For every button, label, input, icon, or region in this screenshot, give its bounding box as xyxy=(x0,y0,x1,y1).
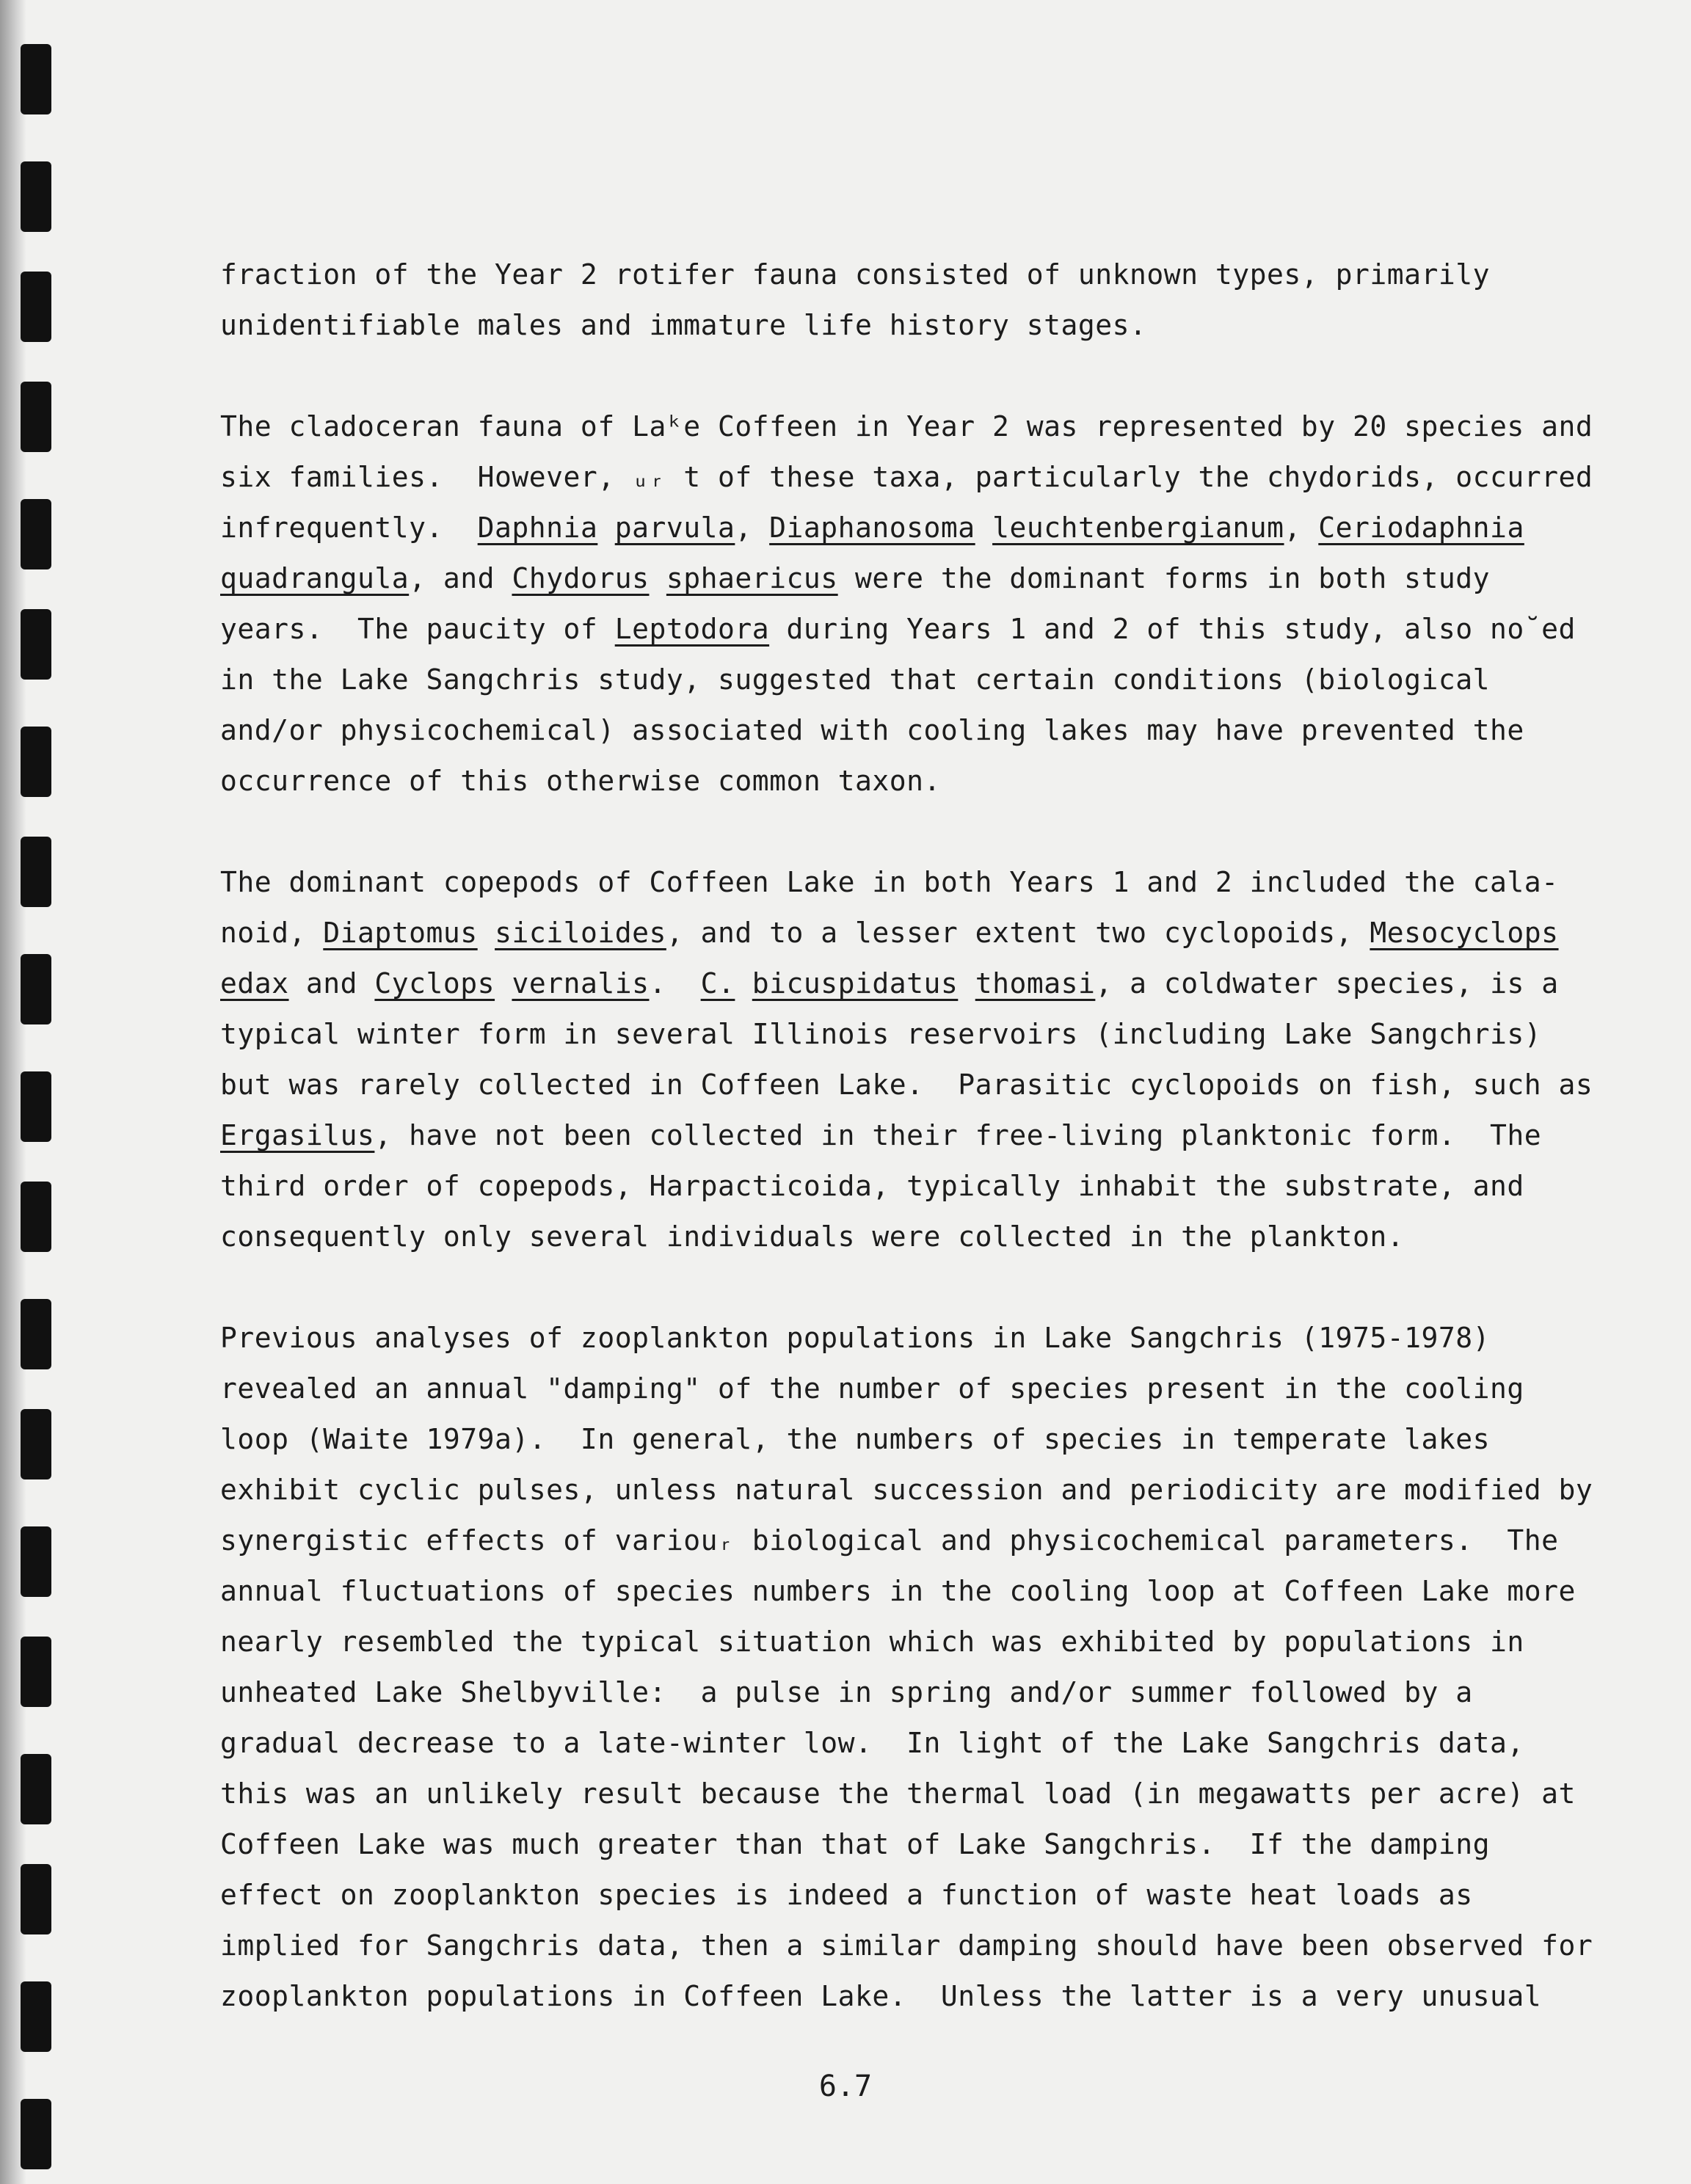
text-run: consequently only several individuals were collected in the plankton. xyxy=(220,1220,1405,1253)
text-line xyxy=(220,1819,1600,1870)
text-run: , xyxy=(735,512,770,544)
taxon-name: bicuspidatus xyxy=(752,967,959,1000)
taxon-name: Cyclops xyxy=(374,967,495,1000)
text-run: gradual decrease to a late-winter low. In light of the Lake Sangchris data, xyxy=(220,1727,1524,1759)
text-line xyxy=(220,1212,1600,1262)
text-run xyxy=(495,967,512,1000)
text-line xyxy=(220,958,1600,1009)
text-line xyxy=(220,857,1600,908)
text-line xyxy=(220,1667,1600,1718)
text-run: years. The paucity of xyxy=(220,613,615,645)
text-line xyxy=(220,401,1600,452)
text-line xyxy=(220,1566,1600,1617)
text-run: this was an unlikely result because the thermal load (in megawatts per acre) at xyxy=(220,1777,1576,1810)
taxon-name: Mesocyclops xyxy=(1370,917,1559,949)
text-run: during Years 1 and 2 of this study, also no˘ed xyxy=(769,613,1576,645)
text-run: six families. However, ᵤᵣ t of these taxa, particularly the chydorids, occurred xyxy=(220,461,1593,493)
text-run: The dominant copepods of Coffeen Lake in both Years 1 and 2 included the cala- xyxy=(220,866,1559,898)
text-line xyxy=(220,300,1600,351)
binder-hole-mark xyxy=(21,727,51,797)
text-line xyxy=(220,1718,1600,1769)
text-line xyxy=(220,1515,1600,1566)
taxon-name: Leptodora xyxy=(614,613,770,645)
text-line xyxy=(220,908,1600,958)
text-line xyxy=(220,756,1600,807)
binder-hole-mark xyxy=(21,1637,51,1707)
text-line xyxy=(220,553,1600,604)
binder-hole-mark xyxy=(21,2099,51,2169)
text-line xyxy=(220,1161,1600,1212)
paragraph xyxy=(220,401,1600,807)
document-body xyxy=(220,250,1600,2072)
text-run: unidentifiable males and immature life history stages. xyxy=(220,309,1147,341)
text-run: third order of copepods, Harpacticoida, typically inhabit the substrate, and xyxy=(220,1170,1524,1202)
text-line xyxy=(220,655,1600,705)
taxon-name: Ergasilus xyxy=(220,1119,375,1151)
text-run xyxy=(597,512,614,544)
text-run: annual fluctuations of species numbers in the cooling loop at Coffeen Lake more xyxy=(220,1575,1576,1607)
text-run: , and to a lesser extent two cyclopoids, xyxy=(666,917,1370,949)
text-line xyxy=(220,1110,1600,1161)
text-run: , a coldwater species, is a xyxy=(1095,967,1559,1000)
text-run: infrequently. xyxy=(220,512,478,544)
text-run: revealed an annual "damping" of the number of species present in the cooling xyxy=(220,1372,1524,1405)
text-line xyxy=(220,503,1600,553)
text-run: , and xyxy=(409,562,512,594)
text-run: synergistic effects of variouᵣ biological and physicochemical parameters. The xyxy=(220,1524,1559,1557)
text-line xyxy=(220,1870,1600,1921)
text-run: , have not been collected in their free-living planktonic form. The xyxy=(374,1119,1542,1151)
binder-hole-mark xyxy=(21,1409,51,1479)
text-line xyxy=(220,1414,1600,1465)
text-line xyxy=(220,604,1600,655)
text-line xyxy=(220,1364,1600,1414)
text-run: exhibit cyclic pulses, unless natural succession and periodicity are modified by xyxy=(220,1474,1593,1506)
binder-hole-mark xyxy=(21,1299,51,1369)
binder-hole-mark xyxy=(21,1526,51,1597)
taxon-name: leuchtenbergianum xyxy=(992,512,1284,544)
text-run: effect on zooplankton species is indeed a function of waste heat loads as xyxy=(220,1879,1473,1911)
text-run: , xyxy=(1284,512,1319,544)
text-line xyxy=(220,1617,1600,1667)
taxon-name: siciloides xyxy=(495,917,666,949)
text-run: zooplankton populations in Coffeen Lake. Unless the latter is a very unusual xyxy=(220,1980,1542,2012)
text-line xyxy=(220,705,1600,756)
taxon-name: quadrangula xyxy=(220,562,410,594)
text-line xyxy=(220,1009,1600,1060)
text-run: Previous analyses of zooplankton populations in Lake Sangchris (1975-1978) xyxy=(220,1322,1490,1354)
text-run: fraction of the Year 2 rotifer fauna consisted of unknown types, primarily xyxy=(220,258,1490,291)
taxon-name: Diaphanosoma xyxy=(769,512,975,544)
binder-hole-mark xyxy=(21,272,51,342)
binder-hole-mark xyxy=(21,1981,51,2052)
text-line xyxy=(220,1060,1600,1110)
taxon-name: parvula xyxy=(614,512,735,544)
text-run: implied for Sangchris data, then a similar damping should have been observed for xyxy=(220,1929,1593,1962)
text-line xyxy=(220,1313,1600,1364)
binder-hole-mark xyxy=(21,837,51,907)
binder-hole-mark xyxy=(21,609,51,680)
text-run: and xyxy=(288,967,375,1000)
binder-hole-mark xyxy=(21,1182,51,1252)
binder-hole-mark xyxy=(21,499,51,569)
binder-hole-mark xyxy=(21,954,51,1024)
taxon-name: Ceriodaphnia xyxy=(1318,512,1524,544)
taxon-name: vernalis xyxy=(512,967,650,1000)
text-line xyxy=(220,1769,1600,1819)
text-line xyxy=(220,1971,1600,2022)
taxon-name: Daphnia xyxy=(477,512,598,544)
paragraph xyxy=(220,1313,1600,2022)
text-run xyxy=(958,967,975,1000)
paragraph xyxy=(220,250,1600,351)
text-run: in the Lake Sangchris study, suggested that certain conditions (biological xyxy=(220,663,1490,696)
text-run: but was rarely collected in Coffeen Lake. Parasitic cyclopoids on fish, such as xyxy=(220,1069,1593,1101)
binder-hole-mark xyxy=(21,1864,51,1934)
text-run xyxy=(975,512,992,544)
text-run: . xyxy=(649,967,701,1000)
taxon-name: sphaericus xyxy=(666,562,838,594)
binder-hole-mark xyxy=(21,44,51,114)
binder-hole-mark xyxy=(21,161,51,232)
text-line xyxy=(220,1921,1600,1971)
text-run: unheated Lake Shelbyville: a pulse in spring and/or summer followed by a xyxy=(220,1676,1473,1708)
text-run: nearly resembled the typical situation which was exhibited by populations in xyxy=(220,1626,1524,1658)
text-line xyxy=(220,452,1600,503)
text-run: and/or physicochemical) associated with cooling lakes may have prevented the xyxy=(220,714,1524,746)
text-run: The cladoceran fauna of Laᵏe Coffeen in Year 2 was represented by 20 species and xyxy=(220,410,1593,443)
page-number: 6.7 xyxy=(818,2070,873,2103)
taxon-name: Diaptomus xyxy=(323,917,478,949)
text-run: Coffeen Lake was much greater than that of Lake Sangchris. If the damping xyxy=(220,1828,1490,1860)
taxon-name: edax xyxy=(220,967,289,1000)
text-line xyxy=(220,250,1600,300)
text-run: typical winter form in several Illinois reservoirs (including Lake Sangchris) xyxy=(220,1018,1542,1050)
paragraph xyxy=(220,857,1600,1262)
text-line xyxy=(220,1465,1600,1515)
text-run xyxy=(478,917,495,949)
text-run: noid, xyxy=(220,917,324,949)
text-run: occurrence of this otherwise common taxon. xyxy=(220,765,941,797)
binder-hole-mark xyxy=(21,382,51,452)
text-run: loop (Waite 1979a). In general, the numbers of species in temperate lakes xyxy=(220,1423,1490,1455)
binder-hole-mark xyxy=(21,1754,51,1824)
text-run xyxy=(735,967,752,1000)
taxon-name: Chydorus xyxy=(512,562,650,594)
taxon-name: C. xyxy=(700,967,735,1000)
text-run: were the dominant forms in both study xyxy=(837,562,1491,594)
text-run xyxy=(649,562,666,594)
taxon-name: thomasi xyxy=(975,967,1096,1000)
binder-hole-mark xyxy=(21,1071,51,1142)
